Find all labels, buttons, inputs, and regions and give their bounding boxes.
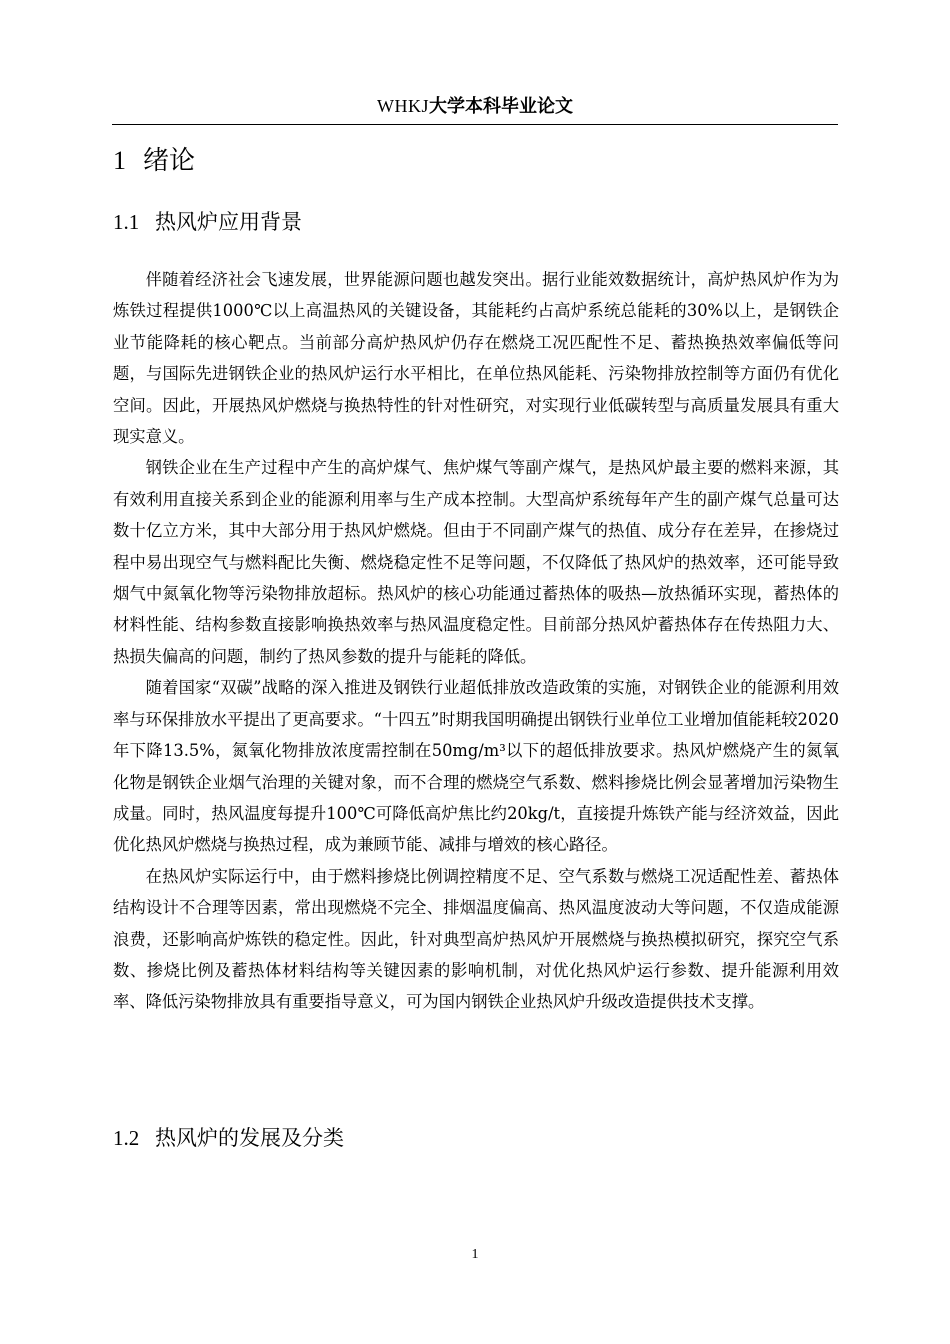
chapter-number: 1 [113,146,126,175]
running-header-prefix: WHKJ [377,96,429,116]
running-header-title: 大学本科毕业论文 [429,96,573,117]
running-header [0,94,950,119]
chapter-title: 绪论 [143,146,196,176]
section-title: 热风炉应用背景 [155,210,302,234]
section-heading-1-1 [113,208,302,236]
body-paragraph: 钢铁企业在生产过程中产生的高炉煤气、焦炉煤气等副产煤气，是热风炉最主要的燃料来源，其有效利用直接关系到企业的能源利用率与生产成本控制。大型高炉系统每年产生的副产煤气总量可达数十亿立方米，其中大部分用于热风炉燃烧。但由于不同副产煤气的热值、成分存在差异，在掺烧过程中易出现空气与燃料配比失衡、燃烧稳定性不足等问题，不仅降低了热风炉的热效率，还可能导致烟气中氮氧化物等污染物排放超标。热风炉的核心功能通过蓄热体的吸热—放热循环实现，蓄热体的材料性能、结构参数直接影响换热效率与热风温度稳定性。目前部分热风炉蓄热体存在传热阻力大、热损失偏高的问题，制约了热风参数的提升与能耗的降低。 [113,458,839,666]
body-paragraph: 在热风炉实际运行中，由于燃料掺烧比例调控精度不足、空气系数与燃烧工况适配性差、蓄热体结构设计不合理等因素，常出现燃烧不完全、排烟温度偏高、热风温度波动大等问题，不仅造成能源浪费，还影响高炉炼铁的稳定性。因此，针对典型高炉热风炉开展燃烧与换热模拟研究，探究空气系数、掺烧比例及蓄热体材料结构等关键因素的影响机制，对优化热风炉运行参数、提升能源利用效率、降低污染物排放具有重要指导意义，可为国内钢铁企业热风炉升级改造提供技术支撑。 [113,866,839,1012]
section-number: 1.2 [113,1126,140,1150]
header-rule [112,124,838,125]
chapter-heading [113,144,195,178]
body-paragraph: 随着国家“双碳”战略的深入推进及钢铁行业超低排放改造政策的实施，对钢铁企业的能源利用效率与环保排放水平提出了更高要求。“十四五”时期我国明确提出钢铁行业单位工业增加值能耗较2020年下降13.5%，氮氧化物排放浓度需控制在50mg/m³以下的超低排放要求。热风炉燃烧产生的氮氧化物是钢铁企业烟气治理的关键对象，而不合理的燃烧空气系数、燃料掺烧比例会显著增加污染物生成量。同时，热风温度每提升100℃可降低高炉焦比约20kg/t，直接提升炼铁产能与经济效益，因此优化热风炉燃烧与换热过程，成为兼顾节能、减排与增效的核心路径。 [113,678,839,855]
section-number: 1.1 [113,210,140,234]
section-title: 热风炉的发展及分类 [155,1126,344,1150]
section-heading-1-2 [113,1124,344,1152]
page-number: 1 [471,1247,479,1262]
section-body-1-1 [113,264,839,1018]
body-paragraph: 伴随着经济社会飞速发展，世界能源问题也越发突出。据行业能效数据统计，高炉热风炉作为为炼铁过程提供1000℃以上高温热风的关键设备，其能耗约占高炉系统总能耗的30%以上，是钢铁企业节能降耗的核心靶点。当前部分高炉热风炉仍存在燃烧工况匹配性不足、蓄热换热效率偏低等问题，与国际先进钢铁企业的热风炉运行水平相比，在单位热风能耗、污染物排放控制等方面仍有优化空间。因此，开展热风炉燃烧与换热特性的针对性研究，对实现行业低碳转型与高质量发展具有重大现实意义。 [113,270,839,447]
